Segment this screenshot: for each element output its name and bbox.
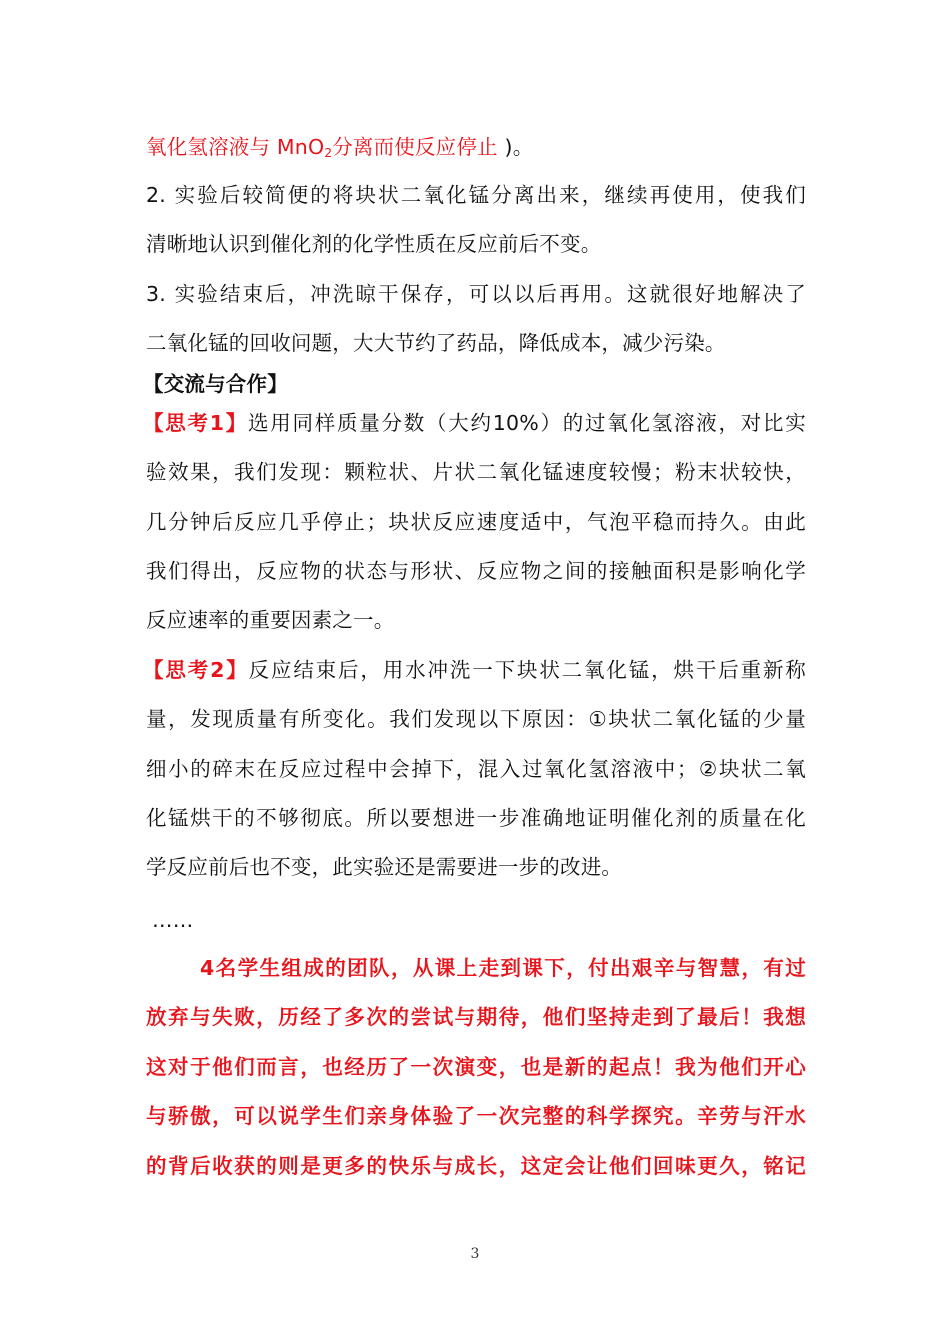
para2-line-1: 2. 实验后较简便的将块状二氧化锰分离出来，继续再使用，使我们 — [146, 183, 806, 207]
think1-line-4: 我们得出，反应物的状态与形状、反应物之间的接触面积是影响化学 — [146, 559, 806, 583]
think1-line-5: 反应速率的重要因素之一。 — [146, 608, 395, 632]
page-number: 3 — [470, 1246, 480, 1262]
think2-label: 【思考2】 — [143, 658, 249, 682]
think2-line-2: 量，发现质量有所变化。我们发现以下原因：①块状二氧化锰的少量 — [146, 707, 806, 731]
para3-line-2: 二氧化锰的回收问题，大大节约了药品，降低成本，减少污染。 — [146, 331, 726, 355]
think2-line-4: 化锰烘干的不够彻底。所以要想进一步准确地证明催化剂的质量在化 — [146, 806, 806, 830]
think1-line-1 — [143, 408, 806, 438]
continued-line — [146, 132, 806, 168]
think1-label: 【思考1】 — [143, 411, 249, 435]
red-text: 氧化氢溶液与 MnO — [146, 135, 325, 159]
section-heading: 【交流与合作】 — [143, 372, 288, 396]
conclusion-line-5: 的背后收获的则是更多的快乐与成长，这定会让他们回味更久，铭记 — [146, 1154, 806, 1178]
ellipsis: …… — [152, 908, 194, 932]
think2-line-5: 学反应前后也不变，此实验还是需要进一步的改进。 — [146, 855, 623, 879]
line-tail: )。 — [497, 135, 534, 159]
para3-line-1: 3. 实验结束后，冲洗晾干保存，可以以后再用。这就很好地解决了 — [146, 282, 806, 306]
para2-line-2: 清晰地认识到催化剂的化学性质在反应前后不变。 — [146, 232, 602, 256]
conclusion-line-2: 放弃与失败，历经了多次的尝试与期待，他们坚持走到了最后！我想 — [146, 1005, 806, 1029]
red-text: 分离而使反应停止 — [332, 135, 498, 159]
conclusion-line-1: 4名学生组成的团队，从课上走到课下，付出艰辛与智慧，有过 — [200, 956, 806, 980]
think2-line-1 — [143, 655, 806, 685]
think2-line-3: 细小的碎末在反应过程中会掉下，混入过氧化氢溶液中；②块状二氧 — [146, 757, 806, 781]
think1-line-2: 验效果，我们发现：颗粒状、片状二氧化锰速度较慢；粉末状较快， — [146, 460, 806, 484]
conclusion-line-4: 与骄傲，可以说学生们亲身体验了一次完整的科学探究。辛劳与汗水 — [146, 1104, 806, 1128]
conclusion-line-3: 这对于他们而言，也经历了一次演变，也是新的起点！我为他们开心 — [146, 1055, 806, 1079]
think2-text: 反应结束后，用水冲洗一下块状二氧化锰，烘干后重新称 — [248, 658, 807, 682]
think1-line-3: 几分钟后反应几乎停止；块状反应速度适中，气泡平稳而持久。由此 — [146, 510, 806, 534]
subscript: 2 — [324, 146, 333, 160]
think1-text: 选用同样质量分数（大约10%）的过氧化氢溶液，对比实 — [248, 411, 807, 435]
